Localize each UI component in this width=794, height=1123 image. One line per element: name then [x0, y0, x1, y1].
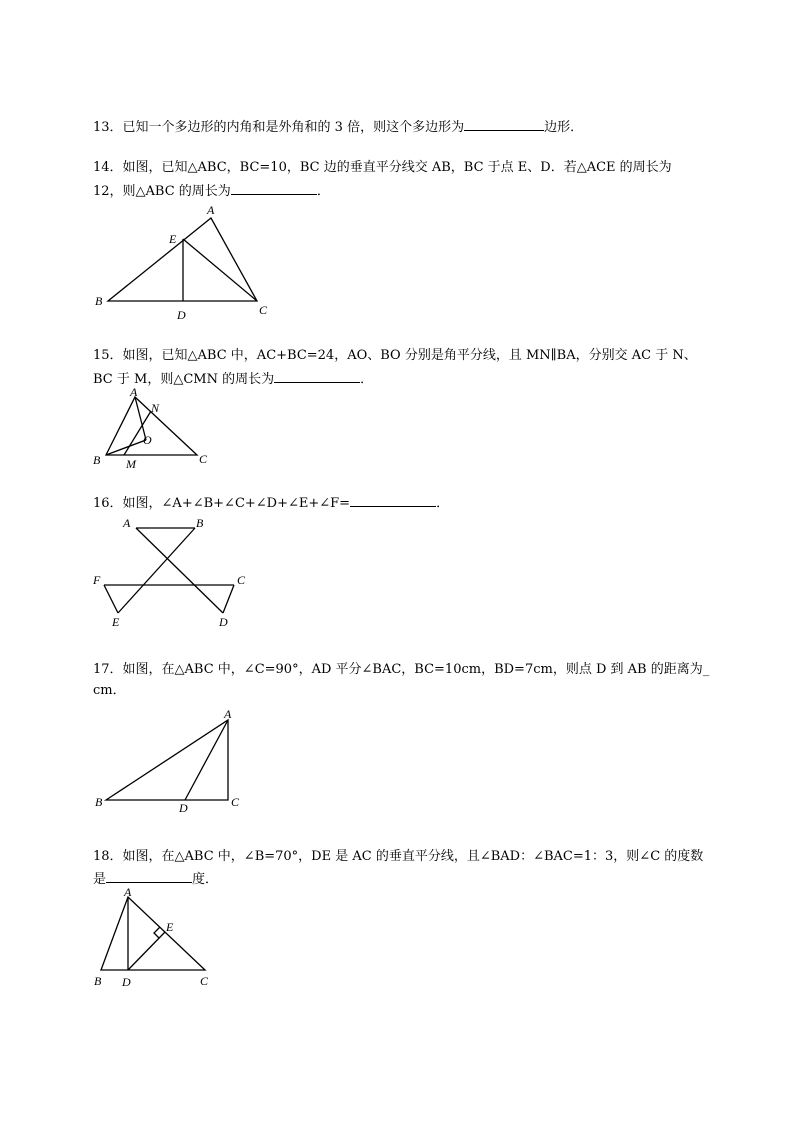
problem-13: 13．已知一个多边形的内角和是外角和的 3 倍，则这个多边形为 边形．: [93, 120, 584, 135]
label-M: M: [126, 457, 136, 471]
label-E: E: [166, 920, 174, 934]
label-B: B: [94, 974, 102, 988]
label-B: B: [93, 453, 101, 467]
label-E: E: [169, 232, 177, 246]
label-A: A: [207, 203, 215, 217]
problem-18-line2: 是 度．: [93, 872, 219, 887]
label-C: C: [199, 452, 208, 466]
label-D: D: [179, 801, 188, 815]
label-D: D: [219, 615, 228, 629]
label-B: B: [95, 294, 103, 308]
label-B: B: [196, 516, 204, 530]
problem-17-line2: cm．: [93, 683, 126, 698]
label-F: F: [93, 573, 101, 587]
label-N: N: [151, 401, 160, 415]
label-C: C: [200, 974, 209, 988]
label-A: A: [224, 707, 232, 721]
label-D: D: [122, 975, 131, 989]
problem-17-line1: 17．如图，在△ABC 中，∠C=90°，AD 平分∠BAC，BC=10cm，BD=7cm，则点 D 到 AB 的距离为_: [93, 662, 710, 677]
label-E: E: [112, 615, 120, 629]
problem-16-text: 16．如图，∠A+∠B+∠C+∠D+∠E+∠F=: [93, 496, 351, 511]
problem-16: 16．如图，∠A+∠B+∠C+∠D+∠E+∠F= ．: [93, 496, 450, 511]
label-A: A: [124, 885, 132, 899]
label-C: C: [259, 303, 268, 317]
label-D: D: [177, 308, 186, 322]
label-C: C: [237, 573, 246, 587]
problem-14-line1: 14．如图，已知△ABC，BC=10，BC 边的垂直平分线交 AB，BC 于点 E、D．若△ACE 的周长为: [93, 160, 672, 175]
label-A: A: [123, 516, 131, 530]
label-O: O: [143, 433, 152, 447]
label-B: B: [95, 795, 103, 809]
problem-15-line1: 15．如图，已知△ABC 中，AC+BC=24，AO、BO 分别是角平分线，且 MN∥BA，分别交 AC 于 N、: [93, 348, 697, 363]
problem-13-text: 13．已知一个多边形的内角和是外角和的 3 倍，则这个多边形为: [93, 120, 465, 135]
label-C: C: [231, 795, 240, 809]
label-A: A: [130, 385, 138, 399]
problem-18-line1: 18．如图，在△ABC 中，∠B=70°，DE 是 AC 的垂直平分线，且∠BAD：∠BAC=1：3，则∠C 的度数: [93, 849, 704, 864]
problem-14-line2: 12，则△ABC 的周长为 ．: [93, 184, 330, 199]
problem-15-line2: BC 于 M，则△CMN 的周长为 ．: [93, 372, 374, 387]
